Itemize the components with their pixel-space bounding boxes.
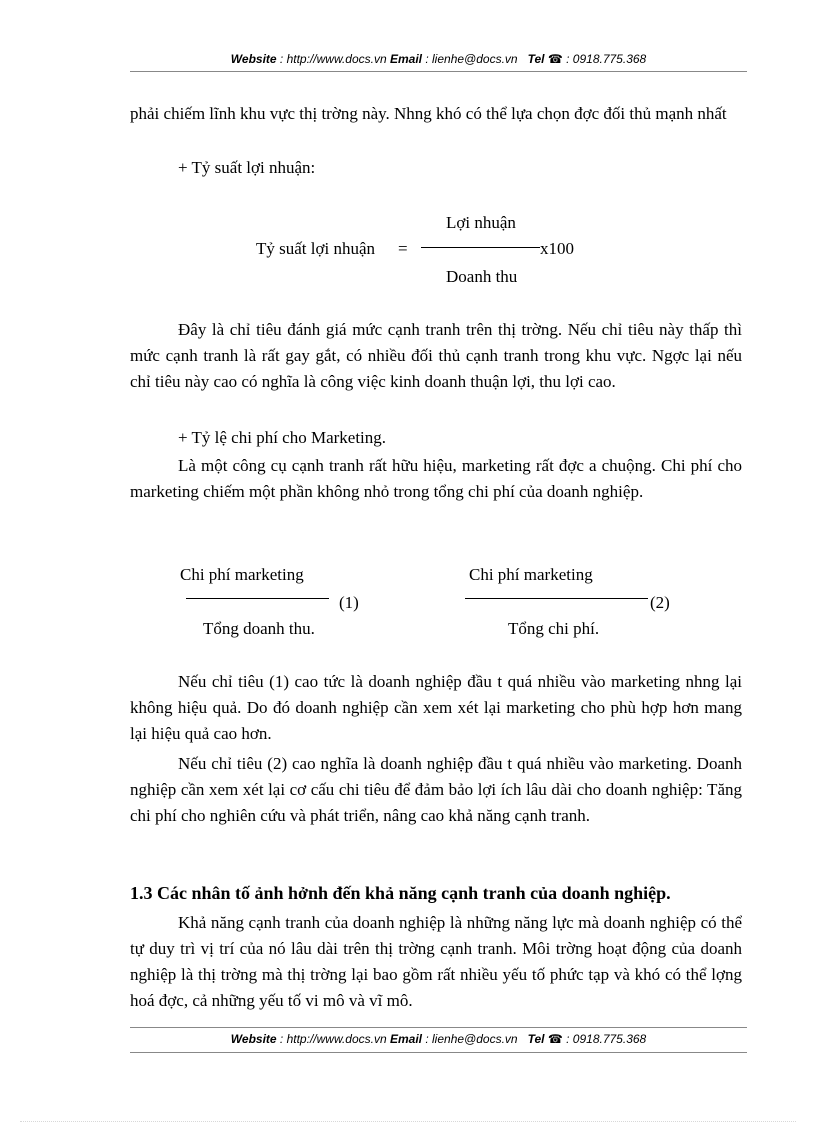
paragraph-7: Nếu chỉ tiêu (2) cao nghĩa là doanh nghiệp đầu t quá nhiều vào marketing. Doanh nghiệp cần xem xét lại cơ cấu chi tiêu để đảm bảo lợi ích lâu dài cho doanh nghiệp: Tăng chi phí cho nghiên cứu và phát triển, nâng cao khả năng cạnh tranh.	[130, 754, 742, 825]
formula1-equals: =	[398, 239, 408, 258]
formula1-fraction-line	[421, 247, 540, 248]
paragraph-8: Khả năng cạnh tranh của doanh nghiệp là những năng lực mà doanh nghiệp có thể tự duy trì vị trí của nó lâu dài trên thị trờng cạnh tranh. Môi trờng hoạt động của doanh nghiệp là thị trờng mà thị trờng lại bao gồm rất nhiều yếu tố phức tạp và khó có thể lợng hoá đợc, cả những yếu tố vi mô và vĩ mô.	[130, 913, 742, 1010]
formula2-denominator: Tổng doanh thu.	[203, 619, 315, 638]
footer-email-label: Email	[389, 1032, 422, 1046]
page-edge-dots	[20, 1121, 796, 1122]
paragraph-2: + Tỷ suất lợi nhuận:	[178, 158, 316, 177]
formula2-numerator: Chi phí marketing	[180, 565, 304, 584]
paragraph-4: + Tỷ lệ chi phí cho Marketing.	[178, 428, 387, 447]
page-header	[130, 52, 747, 66]
formula2-number: (1)	[339, 593, 359, 612]
header-website-url: : http://www.docs.vn	[279, 52, 387, 66]
phone-icon: ☎	[547, 1032, 563, 1046]
formula1-denominator: Doanh thu	[446, 267, 518, 286]
formula2-fraction-line	[186, 598, 329, 599]
footer-tel-label: Tel	[527, 1032, 545, 1046]
footer-email-value: : lienhe@docs.vn	[425, 1032, 518, 1046]
formula3-denominator: Tổng chi phí.	[508, 619, 600, 638]
header-email-label: Email	[389, 52, 422, 66]
paragraph-3: Đây là chỉ tiêu đánh giá mức cạnh tranh trên thị trờng. Nếu chỉ tiêu này thấp thì mức cạnh tranh là rất gay gắt, có nhiều đối thủ cạnh tranh trong khu vực. Ngợc lại nếu chỉ tiêu này cao có nghĩa là công việc kinh doanh thuận lợi, thu lợi cao.	[130, 320, 742, 391]
section-heading: 1.3 Các nhân tố ảnh hởnh đến khả năng cạnh tranh của doanh nghiệp.	[130, 883, 671, 903]
formula1-label: Tỷ suất lợi nhuận	[256, 239, 375, 258]
formula3-fraction-line	[465, 598, 648, 599]
phone-icon: ☎	[547, 52, 563, 66]
page-footer	[130, 1032, 747, 1046]
formula3-number: (2)	[650, 593, 670, 612]
header-rule	[130, 71, 747, 72]
header-tel-value: : 0918.775.368	[566, 52, 647, 66]
footer-rule	[130, 1027, 747, 1028]
header-website-label: Website	[230, 52, 277, 66]
footer-website-label: Website	[230, 1032, 277, 1046]
formula1-numerator: Lợi nhuận	[446, 213, 516, 232]
paragraph-5: Là một công cụ cạnh tranh rất hữu hiệu, marketing rất đợc a chuộng. Chi phí cho marketing chiếm một phần không nhỏ trong tổng chi phí của doanh nghiệp.	[130, 456, 742, 501]
paragraph-1: phải chiếm lĩnh khu vực thị trờng này. Nhng khó có thể lựa chọn đợc đối thủ mạnh nhất	[130, 104, 727, 123]
header-tel-label: Tel	[527, 52, 545, 66]
footer-bottom-rule	[130, 1052, 747, 1053]
header-email-value: : lienhe@docs.vn	[425, 52, 518, 66]
footer-website-url: : http://www.docs.vn	[279, 1032, 387, 1046]
paragraph-6: Nếu chỉ tiêu (1) cao tức là doanh nghiệp đầu t quá nhiều vào marketing nhng lại không hiệu quả. Do đó doanh nghiệp cần xem xét lại marketing cho phù hợp hơn mang lại hiệu quả cao hơn.	[130, 672, 742, 743]
formula1-multiplier: x100	[540, 239, 574, 258]
footer-tel-value: : 0918.775.368	[566, 1032, 647, 1046]
formula3-numerator: Chi phí marketing	[469, 565, 593, 584]
